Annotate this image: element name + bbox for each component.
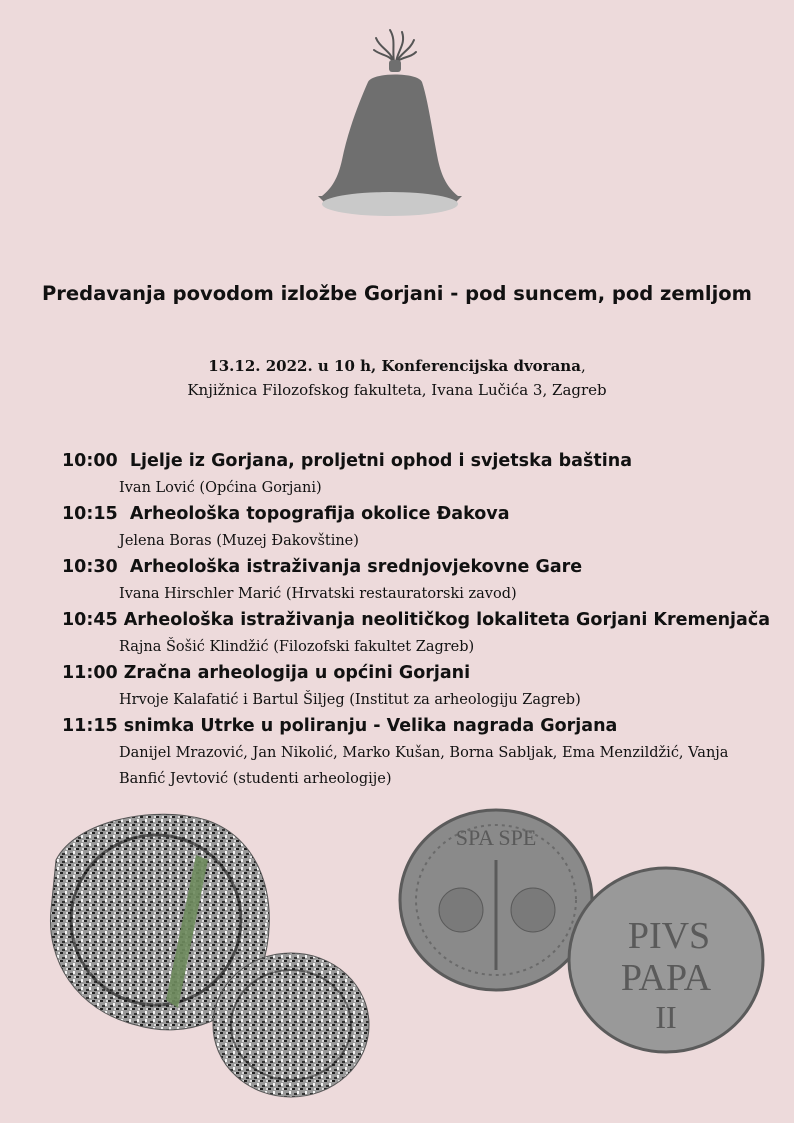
talk-time: 10:15 bbox=[62, 504, 118, 524]
venue-comma: , bbox=[580, 357, 586, 375]
bell-illustration bbox=[310, 20, 470, 225]
program-item bbox=[62, 448, 782, 501]
papal-seal-obverse bbox=[400, 810, 592, 990]
talk-speaker: Ivan Lović (Općina Gorjani) bbox=[119, 480, 322, 496]
bell-mouth bbox=[322, 192, 458, 216]
program-list bbox=[62, 448, 782, 792]
talk-time: 11:00 bbox=[62, 663, 118, 683]
seal-reverse-line2: PAPA bbox=[620, 957, 712, 999]
talk-speaker: Hrvoje Kalafatić i Bartul Šiljeg (Institut za arheologiju Zagreb) bbox=[119, 692, 581, 708]
talk-time: 10:45 bbox=[62, 610, 118, 630]
talk-speaker: Rajna Šošić Klindžić (Filozofski fakultet Zagreb) bbox=[119, 639, 475, 655]
talk-title: Zračna arheologija u općini Gorjani bbox=[123, 663, 471, 683]
scan-seal-small bbox=[213, 953, 369, 1097]
venue-info bbox=[0, 354, 794, 402]
event-date-place: 13.12. 2022. u 10 h, Konferencijska dvorana bbox=[208, 357, 581, 375]
bell-decoration-icon bbox=[374, 30, 416, 62]
seal-images bbox=[36, 800, 776, 1100]
talk-title: snimka Utrke u poliranju - Velika nagrada Gorjana bbox=[123, 716, 618, 736]
talk-title: Arheološka topografija okolice Đakova bbox=[129, 504, 510, 524]
seal-reverse-line3: II bbox=[655, 999, 677, 1035]
talk-speaker: Ivana Hirschler Marić (Hrvatski restauratorski zavod) bbox=[119, 586, 517, 602]
talk-title: Arheološka istraživanja neolitičkog lokaliteta Gorjani Kremenjača bbox=[123, 610, 771, 630]
program-item bbox=[62, 607, 782, 660]
bell-body bbox=[322, 75, 458, 197]
program-item bbox=[62, 501, 782, 554]
talk-time: 10:00 bbox=[62, 451, 118, 471]
papal-seal-reverse bbox=[569, 868, 763, 1052]
seal-obverse-text: SPA SPE bbox=[455, 825, 537, 850]
bell-top bbox=[389, 60, 401, 72]
program-item bbox=[62, 713, 782, 792]
talk-speaker: Danijel Mrazović, Jan Nikolić, Marko Kušan, Borna Sabljak, Ema Menzildžić, Vanja Banfić Jevtović (studenti arheologije) bbox=[119, 745, 729, 787]
talk-time: 11:15 bbox=[62, 716, 118, 736]
talk-time: 10:30 bbox=[62, 557, 118, 577]
talk-title: Ljelje iz Gorjana, proljetni ophod i svjetska baština bbox=[129, 451, 632, 471]
page-title: Predavanja povodom izložbe Gorjani - pod suncem, pod zemljom bbox=[42, 282, 752, 305]
talk-speaker: Jelena Boras (Muzej Đakovštine) bbox=[119, 533, 359, 549]
venue-address: Knjižnica Filozofskog fakulteta, Ivana Lučića 3, Zagreb bbox=[187, 381, 607, 399]
program-item bbox=[62, 554, 782, 607]
talk-title: Arheološka istraživanja srednjovjekovne Gare bbox=[129, 557, 583, 577]
program-item bbox=[62, 660, 782, 713]
seal-reverse-line1: PIVS bbox=[627, 915, 711, 957]
